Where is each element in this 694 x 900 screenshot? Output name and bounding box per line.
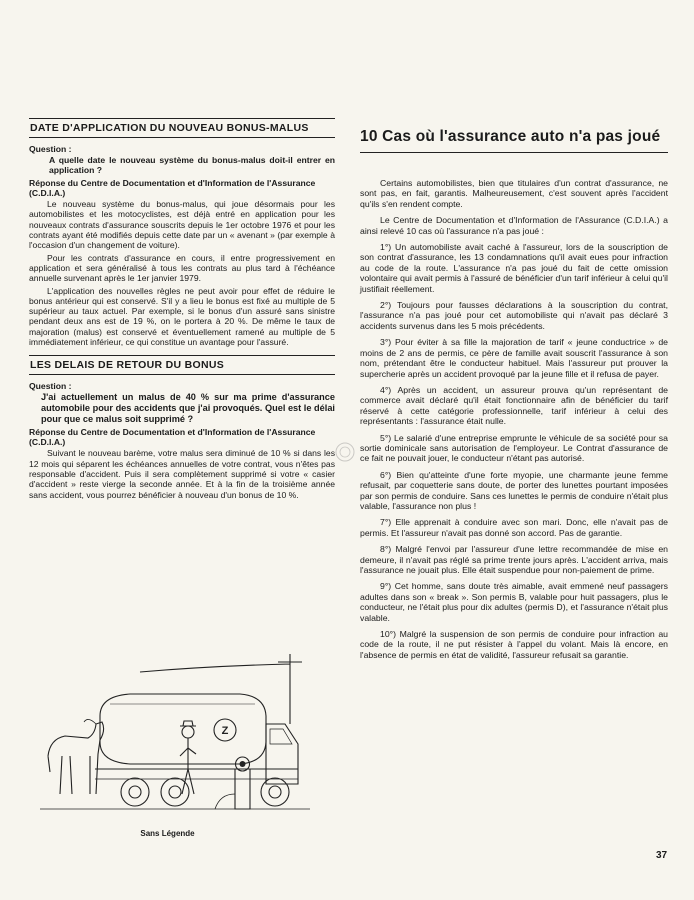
left-column [29,118,335,502]
page-number: 37 [656,850,668,861]
right-column [360,178,668,666]
article-paragraph: Certains automobilistes, bien que titulaires d'un contrat d'assurance, ne sont pas, en fait, garantis. Malheureusement, c'est souvent après l'accident qu'ils s'en rendent compte. [360,178,668,209]
answer-paragraph: Pour les contrats d'assurance en cours, il entre progressivement en application et sera généralisé à tous les contrats au plus tard à l'échéance annuelle survenant après le 1er janvier 1979. [29,252,335,284]
reply-label: Réponse du Centre de Documentation et d'Information de l'Assurance (C.D.I.A.) [29,177,316,198]
case-paragraph: 7°) Elle apprenait à conduire avec son mari. Donc, elle n'avait pas de permis. Et l'assureur n'avait pas donné son accord. Pas de garantie. [360,517,668,538]
question-text: A quelle date le nouveau système du bonus-malus doit-il entrer en application ? [49,155,335,176]
case-paragraph: 5°) Le salarié d'une entreprise emprunte le véhicule de sa société pour sa sortie dominicale sans autorisation de l'employeur. Le Contrat d'assurance de ce fait ne pouvait jouer, le conducteur n'étant pas autorisé. [360,432,668,464]
article-title: 10 Cas où l'assurance auto n'a pas joué [360,128,668,153]
case-paragraph: 4°) Après un accident, un assureur prouva qu'un représentant de commerce avait déclaré qu'il était fonctionnaire afin de bénéficier du tarif réservé à cette catégorie professionnelle, tarif inférieur à celui des représentants : l'assurance était nulle. [360,384,668,427]
reply-label: Réponse du Centre de Documentation et d'Information de l'Assurance (C.D.I.A.) [29,426,316,448]
answer-paragraph: Suivant le nouveau barème, votre malus sera diminué de 10 % si dans les 12 mois qui séparent les échéances annuelles de votre contrat, vous n'êtes pas responsable d'accident. Puis il sera complètement supprimé si votre « casier d'accident » reste vierge la seconde année. Et à la fin de la troisième année sans accident, vous pourrez bénéficier à nouveau d'un bonus de 10 %. [29,448,335,500]
article-paragraph: Le Centre de Documentation et d'Information de l'Assurance (C.D.I.A.) a ainsi relevé 10 cas où l'assurance n'a pas joué : [360,215,668,236]
question-text: J'ai actuellement un malus de 40 % sur ma prime d'assurance automobile pour des accidents que j'ai provoqués. Quel est le délai pour que ce malus soit supprimé ? [41,392,335,424]
answer-paragraph: L'application des nouvelles règles ne peut avoir pour effet de réduire le bonus antérieur qui est conservé. S'il y a lieu le bonus est fixé au multiple de 5 supérieur au taux actuel. Par exemple, si le bonus d'un assuré sans sinistre pendant deux ans est de 19 %, on le portera à 20 %. De même le taux de majoration (malus) est conservé et éventuellement ramené au multiple de 5 immédiatement inférieur, ce qui constitue un avantage pour l'assuré. [29,285,335,348]
case-paragraph: 10°) Malgré la suspension de son permis de conduire pour infraction au code de la route, il ne put résister à l'appel du volant. Mais là encore, en l'absence de permis en état de validité, l'assureur refusait sa garantie. [360,629,668,660]
question-label: Question : [29,381,72,392]
case-paragraph: 3°) Pour éviter à sa fille la majoration de tarif « jeune conductrice » de moins de 2 ans de permis, ce père de famille avait souscrit l'assurance à son nom, prétendant être le conducteur habituel. Mais l'assureur put prouver la supercherie après un accident provoqué par la jeune fille et il refusa de payer. [360,337,668,379]
library-stamp-icon [334,441,356,463]
answer-paragraph: Le nouveau système du bonus-malus, qui joue désormais pour les automobilistes et les motocyclistes, est déjà entré en application pour les nouveaux contrats d'assurance souscrits depuis le 1er octobre 1976 et pour les contrats ayant été modifiés depuis cette date par un « avenant » (par exemple à l'occasion d'un changement de voiture). [29,199,335,251]
case-paragraph: 8°) Malgré l'envoi par l'assureur d'une lettre recommandée de mise en demeure, il n'avait pas réglé sa prime trente jours après. L'accident arriva, mais l'assurance ne jouait plus. Elle était suspendue pour non-paiement de prime. [360,544,668,575]
section-heading-delais-bonus: LES DELAIS DE RETOUR DU BONUS [29,355,335,375]
case-paragraph: 2°) Toujours pour fausses déclarations à la souscription du contrat, l'assurance n'a pas joué pour cet automobiliste qui n'avait pas déclaré 3 accidents survenus dans les 5 mois précédents. [360,300,668,331]
section-heading-date-application: DATE D'APPLICATION DU NOUVEAU BONUS-MALUS [29,118,335,138]
question-label: Question : [29,144,72,154]
case-paragraph: 6°) Bien qu'atteinte d'une forte myopie, une charmante jeune femme refusait, par coquetterie sans doute, de porter des lunettes pourtant imposées par son permis de conduire. Sans ces lunettes le permis de conduire n'était plus valable, l'assurance non plus ! [360,469,668,511]
illustration-caption: Sans Légende [140,829,195,838]
case-paragraph: 9°) Cet homme, sans doute très aimable, avait emmené neuf passagers adultes dans son « break ». Son permis B, valable pour huit passagers, plus le conducteur, ne l'était plus pour dix adultes (permis D), et l'assurance n'était plus valable. [360,581,668,623]
truck-logo: Z [221,725,229,737]
case-paragraph: 1°) Un automobiliste avait caché à l'assureur, lors de la souscription de son contrat d'assurance, les 13 condamnations qu'il avait eues pour infraction au code de la route. L'assurance n'a pas joué du fait de cette omission volontaire qui avait permis à l'assuré de bénéficier d'un tarif inférieur à celui qu'il justifiait réellement. [360,242,668,294]
cartoon-illustration [40,644,310,824]
